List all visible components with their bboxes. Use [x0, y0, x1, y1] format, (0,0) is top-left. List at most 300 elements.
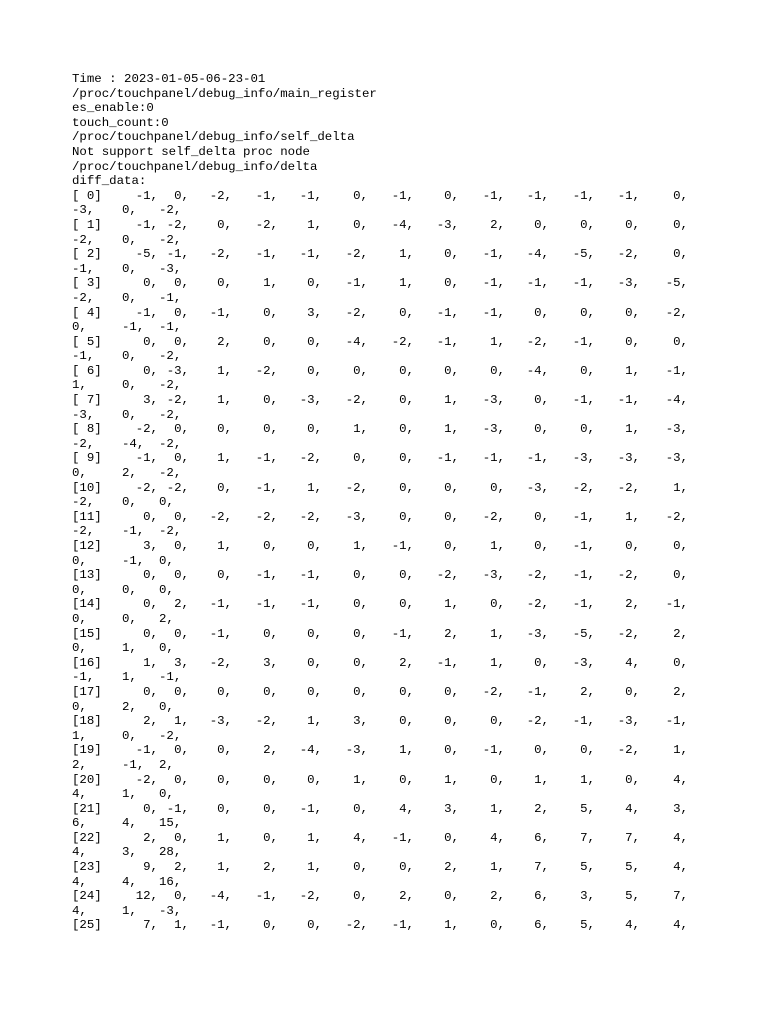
table-cell: 2,	[444, 626, 459, 641]
table-cell: 1,	[217, 830, 232, 845]
table-row	[72, 714, 712, 729]
row-index: [20]	[72, 772, 102, 787]
table-cell: -1,	[436, 305, 459, 320]
table-cell: -3,	[526, 626, 549, 641]
table-row	[72, 656, 712, 671]
table-cell: -1,	[135, 305, 158, 320]
row-index: [ 9]	[72, 451, 102, 466]
table-cell: 0,	[217, 276, 232, 291]
table-cell: 0,	[263, 393, 278, 408]
table-cell: -1,	[572, 714, 595, 729]
table-cell: 1,	[217, 860, 232, 875]
table-cell: 4,	[490, 830, 505, 845]
table-cell: -1,	[135, 451, 158, 466]
table-cell: 0,	[159, 582, 174, 597]
table-cell: 0,	[534, 539, 549, 553]
table-cell: 0,	[263, 422, 278, 437]
table-cell: 0,	[534, 217, 549, 232]
table-cell: 0,	[353, 451, 368, 466]
table-cell: 0,	[353, 860, 368, 875]
table-cell: 0,	[353, 217, 368, 232]
table-cell: 0,	[580, 217, 595, 232]
row-index: [ 5]	[72, 334, 102, 349]
table-cell: -1,	[159, 290, 182, 305]
table-cell: 0,	[625, 217, 640, 232]
table-cell: 0,	[399, 772, 414, 787]
table-cell: 1,	[353, 422, 368, 437]
table-cell: 1,	[444, 422, 459, 437]
table-cell: -2,	[436, 568, 459, 583]
proc-path-delta: /proc/touchpanel/debug_info/delta	[72, 159, 318, 174]
table-cell: -2,	[526, 714, 549, 729]
table-cell: 0,	[399, 684, 414, 699]
table-cell: -2,	[482, 684, 505, 699]
table-row	[72, 393, 712, 408]
table-cell: 0,	[673, 334, 688, 349]
table-cell: 2,	[217, 334, 232, 349]
table-cell: -3,	[166, 363, 189, 378]
table-cell: 1,	[399, 247, 414, 262]
timestamp-line: Time : 2023-01-05-06-23-01	[72, 72, 266, 86]
header-block	[72, 72, 712, 189]
table-cell: 3,	[353, 714, 368, 729]
table-cell: -1,	[135, 188, 158, 203]
table-cell: 1,	[307, 217, 322, 232]
table-cell: 0,	[444, 509, 459, 524]
row-index: [12]	[72, 539, 102, 553]
table-cell: 2,	[490, 217, 505, 232]
table-cell: 0,	[307, 918, 322, 933]
table-cell: -3,	[482, 393, 505, 408]
table-cell: 2,	[399, 655, 414, 670]
table-cell: -2,	[159, 349, 182, 364]
table-cell: 1,	[399, 743, 414, 758]
table-cell: -2,	[159, 378, 182, 393]
table-cell: 3,	[263, 655, 278, 670]
table-cell: 1,	[490, 860, 505, 875]
table-row	[72, 860, 712, 875]
table-cell: 0,	[159, 787, 174, 802]
table-cell: -1,	[159, 320, 182, 335]
table-cell: 0,	[490, 363, 505, 378]
table-cell: -3,	[159, 903, 182, 918]
table-cell: 1,	[122, 670, 137, 685]
table-cell: 0,	[122, 407, 137, 422]
table-cell: -3,	[72, 203, 95, 218]
table-cell: 2,	[72, 757, 87, 772]
table-cell: 0,	[534, 393, 549, 408]
table-cell: 2,	[159, 757, 174, 772]
row-index: [23]	[72, 860, 102, 875]
table-cell: -2,	[572, 480, 595, 495]
table-cell: 0,	[217, 568, 232, 583]
table-cell: 0,	[353, 568, 368, 583]
table-cell: -1,	[209, 918, 232, 933]
table-cell: -1,	[436, 451, 459, 466]
table-cell: 7,	[625, 830, 640, 845]
table-cell: 0,	[399, 714, 414, 729]
table-cell: -2,	[159, 232, 182, 247]
table-cell: 0,	[444, 480, 459, 495]
table-cell: 1,	[444, 772, 459, 787]
row-index: [22]	[72, 830, 102, 845]
table-cell: 0,	[534, 305, 549, 320]
row-index: [ 7]	[72, 393, 102, 408]
table-cell: -3,	[665, 451, 688, 466]
table-cell: -2,	[159, 407, 182, 422]
table-cell: -1,	[436, 334, 459, 349]
table-cell: -1,	[255, 568, 278, 583]
table-cell: 0,	[444, 743, 459, 758]
table-cell: -2,	[135, 422, 158, 437]
table-cell: 6,	[534, 830, 549, 845]
table-cell: 0,	[399, 860, 414, 875]
table-cell: -1,	[665, 714, 688, 729]
row-index: [ 6]	[72, 363, 102, 378]
table-cell: 0,	[399, 597, 414, 612]
table-row	[72, 218, 712, 233]
table-cell: 1,	[490, 801, 505, 816]
row-index: [13]	[72, 568, 102, 583]
table-cell: 3,	[307, 305, 322, 320]
table-cell: 0,	[399, 509, 414, 524]
table-row-continuation	[72, 524, 712, 539]
table-cell: -2,	[665, 509, 688, 524]
table-cell: -2,	[617, 247, 640, 262]
table-cell: 0,	[122, 232, 137, 247]
table-cell: 1,	[353, 772, 368, 787]
table-cell: 4,	[353, 830, 368, 845]
table-row	[72, 510, 712, 525]
table-cell: -1,	[572, 509, 595, 524]
table-cell: -2,	[617, 626, 640, 641]
table-cell: -1,	[391, 539, 414, 553]
debug-log-page	[72, 72, 712, 933]
table-cell: -3,	[526, 480, 549, 495]
table-cell: -2,	[159, 524, 182, 539]
table-cell: -2,	[159, 728, 182, 743]
table-cell: 0,	[122, 203, 137, 218]
table-cell: 0,	[673, 539, 688, 553]
table-cell: -2,	[299, 509, 322, 524]
table-cell: 0,	[72, 553, 87, 568]
row-index: [ 0]	[72, 188, 102, 203]
table-cell: -1,	[526, 276, 549, 291]
table-cell: 0,	[673, 568, 688, 583]
table-cell: 0,	[122, 349, 137, 364]
table-cell: 3,	[122, 845, 137, 860]
table-cell: -4,	[122, 436, 145, 451]
table-cell: -1,	[72, 349, 95, 364]
table-cell: -3,	[345, 743, 368, 758]
table-cell: 0,	[353, 597, 368, 612]
table-cell: 2,	[534, 801, 549, 816]
table-cell: -1,	[572, 597, 595, 612]
table-cell: 1,	[490, 655, 505, 670]
table-cell: 5,	[625, 860, 640, 875]
table-cell: 1,	[673, 743, 688, 758]
table-row	[72, 597, 712, 612]
table-cell: 0,	[353, 801, 368, 816]
table-row	[72, 335, 712, 350]
row-index: [16]	[72, 655, 102, 670]
table-cell: 0,	[353, 684, 368, 699]
table-cell: 0,	[307, 422, 322, 437]
table-cell: 0,	[444, 714, 459, 729]
table-cell: 0,	[444, 363, 459, 378]
table-cell: -4,	[299, 743, 322, 758]
table-cell: 0,	[72, 320, 87, 335]
row-index: [ 3]	[72, 276, 102, 291]
table-cell: 1,	[174, 714, 189, 729]
table-cell: -2,	[166, 217, 189, 232]
table-cell: -2,	[72, 436, 95, 451]
table-cell: 16,	[159, 874, 182, 889]
table-cell: -2,	[526, 334, 549, 349]
table-cell: -2,	[72, 495, 95, 510]
table-cell: -1,	[572, 276, 595, 291]
table-cell: 1,	[625, 363, 640, 378]
table-cell: 0,	[399, 568, 414, 583]
table-cell: 0,	[263, 772, 278, 787]
table-cell: 0,	[673, 655, 688, 670]
table-row-continuation	[72, 700, 712, 715]
table-cell: 1,	[625, 509, 640, 524]
table-cell: 0,	[444, 247, 459, 262]
table-cell: 0,	[673, 247, 688, 262]
table-cell: -3,	[572, 451, 595, 466]
table-cell: -3,	[617, 451, 640, 466]
table-cell: -2,	[345, 918, 368, 933]
table-row	[72, 539, 712, 554]
table-cell: -1,	[159, 670, 182, 685]
table-cell: -3,	[299, 393, 322, 408]
table-cell: 0,	[159, 641, 174, 656]
proc-path-main-register: /proc/touchpanel/debug_info/main_register	[72, 86, 377, 101]
table-cell: -2,	[159, 436, 182, 451]
table-row	[72, 743, 712, 758]
table-row-continuation	[72, 904, 712, 919]
table-cell: 1,	[399, 276, 414, 291]
table-cell: -2,	[255, 714, 278, 729]
table-cell: 0,	[444, 684, 459, 699]
table-cell: 0,	[217, 684, 232, 699]
table-row	[72, 306, 712, 321]
table-cell: 0,	[159, 553, 174, 568]
table-cell: 0,	[399, 363, 414, 378]
table-cell: -2,	[345, 480, 368, 495]
table-cell: 0,	[444, 889, 459, 904]
table-cell: 4,	[122, 874, 137, 889]
diff-data-label: diff_data:	[72, 174, 147, 189]
table-cell: 6,	[72, 816, 87, 831]
table-cell: -2,	[255, 217, 278, 232]
table-cell: 0,	[307, 539, 322, 553]
table-cell: -1,	[72, 670, 95, 685]
table-cell: 0,	[399, 422, 414, 437]
proc-path-self-delta: /proc/touchpanel/debug_info/self_delta	[72, 130, 355, 145]
table-cell: -2,	[166, 393, 189, 408]
table-cell: -3,	[436, 217, 459, 232]
table-cell: 2,	[673, 684, 688, 699]
table-cell: 0,	[217, 217, 232, 232]
table-cell: -4,	[665, 393, 688, 408]
table-cell: 2,	[122, 699, 137, 714]
table-cell: -3,	[617, 714, 640, 729]
table-cell: 2,	[143, 714, 158, 729]
table-row-continuation	[72, 320, 712, 335]
table-cell: -1,	[526, 451, 549, 466]
table-cell: -5,	[572, 247, 595, 262]
table-cell: -1,	[255, 480, 278, 495]
table-cell: 1,	[444, 393, 459, 408]
table-cell: 0,	[122, 290, 137, 305]
table-cell: -2,	[72, 232, 95, 247]
table-row-continuation	[72, 845, 712, 860]
table-cell: -2,	[665, 305, 688, 320]
table-cell: -2,	[209, 509, 232, 524]
table-cell: 15,	[159, 816, 182, 831]
table-cell: 5,	[580, 801, 595, 816]
table-cell: 0,	[217, 480, 232, 495]
table-cell: -3,	[345, 509, 368, 524]
table-cell: 2,	[122, 466, 137, 481]
table-cell: 1,	[307, 714, 322, 729]
table-cell: 0,	[143, 626, 158, 641]
table-cell: 0,	[174, 830, 189, 845]
table-cell: -1,	[122, 757, 145, 772]
table-cell: 1,	[72, 378, 87, 393]
table-cell: -1,	[665, 363, 688, 378]
table-cell: -5,	[135, 247, 158, 262]
table-cell: 4,	[72, 903, 87, 918]
touch-count-line: touch_count:0	[72, 115, 169, 130]
table-cell: -1,	[572, 188, 595, 203]
table-cell: 0,	[122, 378, 137, 393]
table-cell: -2,	[255, 363, 278, 378]
table-row-continuation	[72, 554, 712, 569]
table-row-continuation	[72, 612, 712, 627]
table-cell: -4,	[345, 334, 368, 349]
table-cell: 4,	[122, 816, 137, 831]
table-cell: -2,	[72, 290, 95, 305]
table-cell: -1,	[482, 247, 505, 262]
table-cell: 1,	[580, 772, 595, 787]
table-cell: 0,	[174, 305, 189, 320]
table-cell: 0,	[143, 276, 158, 291]
table-cell: 2,	[673, 626, 688, 641]
table-row	[72, 364, 712, 379]
table-cell: 2,	[625, 597, 640, 612]
table-cell: -1,	[255, 451, 278, 466]
table-cell: -5,	[665, 276, 688, 291]
table-cell: 1,	[217, 393, 232, 408]
table-cell: 0,	[307, 363, 322, 378]
table-cell: 1,	[307, 830, 322, 845]
table-cell: 0,	[263, 801, 278, 816]
table-cell: 0,	[307, 772, 322, 787]
table-cell: 0,	[174, 451, 189, 466]
table-row-continuation	[72, 875, 712, 890]
table-cell: 0,	[625, 772, 640, 787]
table-row-continuation	[72, 641, 712, 656]
table-row-continuation	[72, 495, 712, 510]
table-cell: 0,	[625, 305, 640, 320]
row-index: [15]	[72, 626, 102, 641]
table-cell: 5,	[580, 918, 595, 933]
table-cell: 0,	[490, 597, 505, 612]
table-cell: -1,	[482, 305, 505, 320]
table-cell: 0,	[72, 641, 87, 656]
table-cell: -1,	[526, 188, 549, 203]
table-cell: 0,	[444, 539, 459, 553]
table-cell: -1,	[391, 918, 414, 933]
table-cell: 0,	[353, 889, 368, 904]
table-row	[72, 918, 712, 933]
table-row	[72, 773, 712, 788]
table-cell: -2,	[299, 889, 322, 904]
table-cell: 0,	[174, 422, 189, 437]
table-cell: 3,	[580, 889, 595, 904]
table-cell: 7,	[673, 889, 688, 904]
table-cell: 4,	[673, 830, 688, 845]
table-row	[72, 451, 712, 466]
table-cell: 0,	[143, 597, 158, 612]
table-cell: 0,	[122, 611, 137, 626]
table-cell: 0,	[143, 334, 158, 349]
table-cell: -2,	[526, 568, 549, 583]
table-cell: -1,	[122, 553, 145, 568]
table-row-continuation	[72, 729, 712, 744]
table-cell: 1,	[122, 903, 137, 918]
table-cell: 4,	[673, 918, 688, 933]
table-cell: 1,	[534, 772, 549, 787]
table-row	[72, 422, 712, 437]
table-cell: 0,	[399, 393, 414, 408]
table-cell: 0,	[217, 801, 232, 816]
table-cell: 0,	[444, 276, 459, 291]
table-cell: -2,	[135, 480, 158, 495]
row-index: [ 2]	[72, 247, 102, 262]
table-cell: 1,	[143, 655, 158, 670]
table-cell: -2,	[299, 451, 322, 466]
table-cell: -2,	[391, 334, 414, 349]
table-cell: -3,	[665, 422, 688, 437]
table-cell: -2,	[617, 568, 640, 583]
table-cell: -2,	[159, 203, 182, 218]
table-cell: 0,	[490, 714, 505, 729]
row-index: [19]	[72, 743, 102, 758]
table-cell: 0,	[625, 539, 640, 553]
table-cell: -1,	[299, 597, 322, 612]
table-cell: 1,	[263, 276, 278, 291]
table-cell: 0,	[72, 699, 87, 714]
table-cell: -2,	[135, 772, 158, 787]
table-cell: 1,	[217, 451, 232, 466]
table-cell: 0,	[580, 363, 595, 378]
table-cell: 0,	[72, 466, 87, 481]
table-cell: -1,	[572, 334, 595, 349]
table-cell: -1,	[299, 568, 322, 583]
table-cell: -1,	[572, 539, 595, 553]
table-cell: 1,	[122, 641, 137, 656]
table-cell: 0,	[444, 830, 459, 845]
table-cell: -4,	[526, 363, 549, 378]
table-cell: 0,	[122, 261, 137, 276]
table-cell: 9,	[143, 860, 158, 875]
table-cell: -3,	[572, 655, 595, 670]
table-cell: 1,	[673, 480, 688, 495]
